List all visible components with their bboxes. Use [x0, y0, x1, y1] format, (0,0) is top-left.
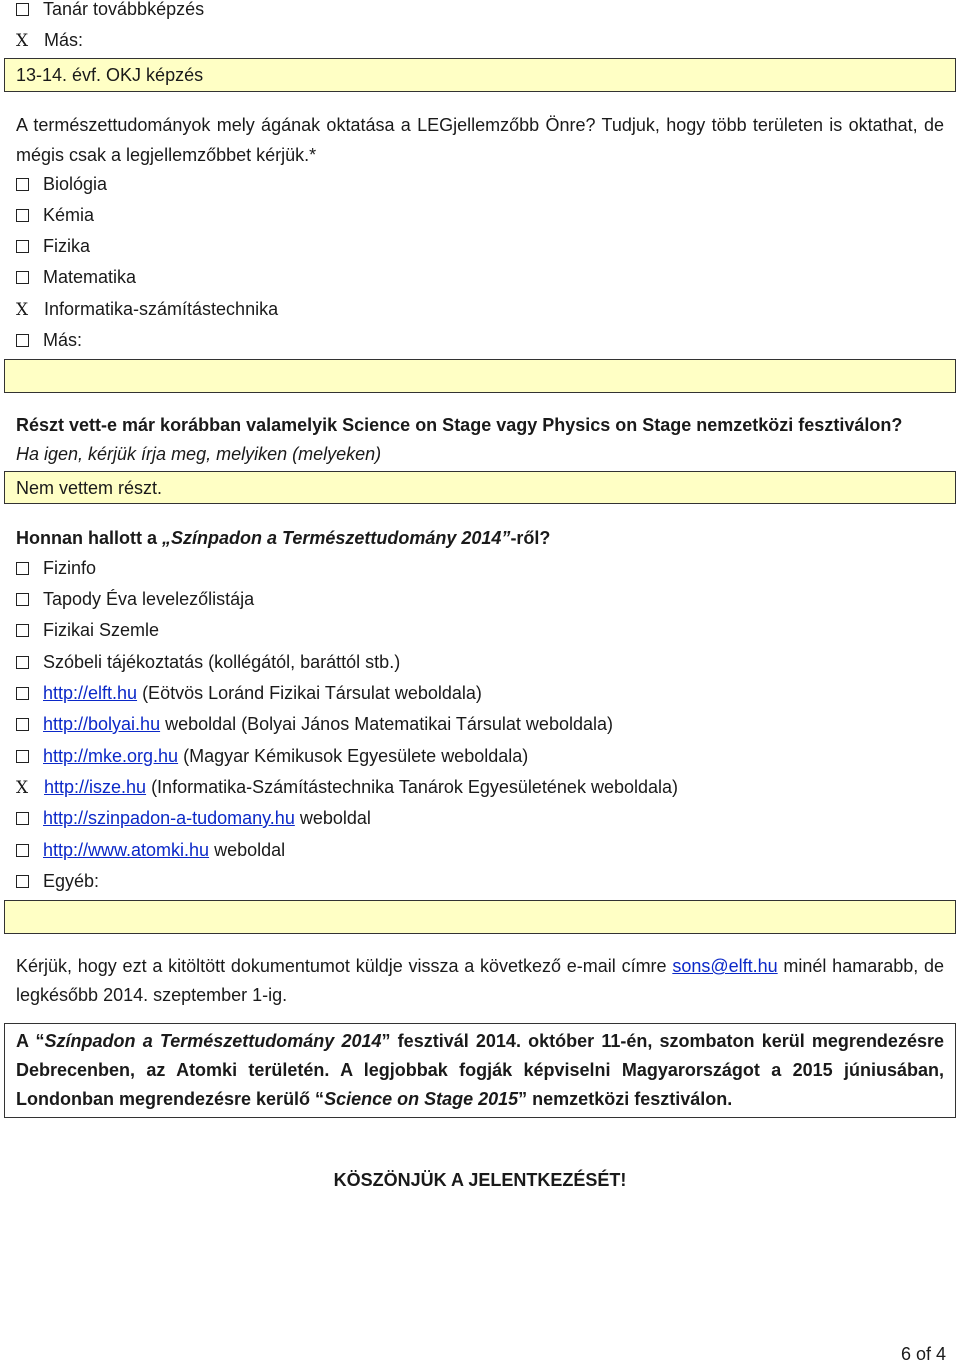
option-label: Informatika-számítástechnika: [44, 299, 279, 319]
checkbox-icon[interactable]: [16, 812, 29, 825]
checkbox-icon[interactable]: [16, 334, 29, 347]
source-question: [16, 524, 550, 552]
option-label: Kémia: [43, 205, 95, 225]
checkbox-icon[interactable]: [16, 271, 29, 284]
email-link[interactable]: sons@elft.hu: [672, 956, 778, 976]
source-word-of-mouth[interactable]: [16, 650, 400, 674]
answer-field-top[interactable]: 13-14. évf. OKJ képzés: [4, 58, 956, 92]
instructions-after: minél hamarabb, de legkésőbb 2014. szeptember 1-ig.: [16, 956, 945, 1005]
checkbox-icon[interactable]: [16, 687, 29, 700]
option-label: weboldal (Bolyai János Matematikai Társulat weboldala): [160, 714, 613, 734]
option-label: Más:: [44, 30, 84, 50]
source-question-suffix: -ről?: [510, 528, 551, 548]
checkbox-icon[interactable]: [16, 240, 29, 253]
notice-text-2: ” fesztivál 2014. október 11-én, szombaton kerül megrendezésre Debrecenben, az Atomki területén. A legjobbak fogják képviselni Magyarországot a 2015 júniusában, Londonban megrendezésre kerülő “: [16, 1031, 944, 1109]
checkbox-icon[interactable]: [16, 718, 29, 731]
option-label: Tanár továbbképzés: [43, 0, 205, 19]
option-other-science[interactable]: [16, 328, 82, 352]
checkbox-icon[interactable]: [16, 3, 29, 16]
option-label: Szóbeli tájékoztatás (kollégától, baráttól stb.): [43, 652, 401, 672]
source-mke[interactable]: [16, 744, 528, 768]
science-question: A természettudományok mely ágának oktatása a LEGjellemzőbb Önre? Tudjuk, hogy több területen is oktathat, de mégis csak a legjellemzőbbet kérjük.*: [16, 115, 944, 165]
option-informatics[interactable]: [16, 297, 278, 322]
mke-link[interactable]: http://mke.org.hu: [43, 746, 179, 766]
checkbox-icon[interactable]: [16, 562, 29, 575]
notice-text-3: ” nemzetközi fesztiválon.: [518, 1089, 733, 1109]
option-chemistry[interactable]: [16, 203, 94, 227]
notice-title-1: Színpadon a Természettudomány 2014: [44, 1031, 382, 1051]
option-mathematics[interactable]: [16, 265, 136, 289]
isze-link[interactable]: http://isze.hu: [44, 777, 147, 797]
bolyai-link[interactable]: http://bolyai.hu: [43, 714, 161, 734]
source-fizikai-szemle[interactable]: [16, 618, 159, 642]
option-other-top[interactable]: [16, 28, 83, 53]
instructions: [16, 952, 944, 1010]
option-label: Matematika: [43, 267, 137, 287]
option-teacher-training[interactable]: [16, 0, 204, 21]
option-label: (Magyar Kémikusok Egyesülete weboldala): [178, 746, 529, 766]
option-label: (Eötvös Loránd Fizikai Társulat weboldala): [137, 683, 482, 703]
checkbox-icon[interactable]: [16, 656, 29, 669]
answer-field-festival[interactable]: Nem vettem részt.: [4, 471, 956, 504]
checkbox-icon[interactable]: [16, 178, 29, 191]
option-label: Biológia: [43, 174, 108, 194]
source-tapody[interactable]: [16, 587, 254, 611]
option-label: weboldal: [294, 808, 371, 828]
checkbox-icon[interactable]: [16, 844, 29, 857]
answer-field-science-other[interactable]: [4, 359, 956, 393]
page-number: 6 of 4: [900, 1344, 946, 1364]
szinpadon-link[interactable]: http://szinpadon-a-tudomany.hu: [43, 808, 295, 828]
elft-link[interactable]: http://elft.hu: [43, 683, 138, 703]
option-label: weboldal: [209, 840, 286, 860]
option-label: Egyéb:: [43, 871, 100, 891]
source-other[interactable]: [16, 869, 99, 893]
checkbox-icon[interactable]: [16, 593, 29, 606]
source-elft[interactable]: [16, 681, 482, 705]
option-label: Más:: [43, 330, 83, 350]
checkbox-icon[interactable]: [16, 209, 29, 222]
x-mark-icon[interactable]: X: [16, 778, 29, 798]
notice-text-1: A “: [16, 1031, 45, 1051]
notice-title-2: Science on Stage 2015: [324, 1089, 519, 1109]
source-question-title: „Színpadon a Természettudomány 2014”: [162, 528, 511, 548]
x-mark-icon[interactable]: X: [16, 300, 29, 320]
checkbox-icon[interactable]: [16, 875, 29, 888]
option-biology[interactable]: [16, 172, 107, 196]
festival-notice: [4, 1023, 956, 1118]
option-label: Fizinfo: [43, 558, 97, 578]
option-physics[interactable]: [16, 234, 90, 258]
source-bolyai[interactable]: [16, 712, 613, 736]
checkbox-icon[interactable]: [16, 624, 29, 637]
source-fizinfo[interactable]: [16, 556, 96, 580]
checkbox-icon[interactable]: [16, 750, 29, 763]
thank-you-text: KÖSZÖNJÜK A JELENTKEZÉSÉT!: [333, 1170, 627, 1190]
instructions-before: Kérjük, hogy ezt a kitöltött dokumentumot küldje vissza a következő e-mail címre: [16, 956, 673, 976]
option-label: Fizika: [43, 236, 91, 256]
festival-hint: Ha igen, kérjük írja meg, melyiken (melyeken): [16, 444, 382, 464]
festival-question: Részt vett-e már korábban valamelyik Science on Stage vagy Physics on Stage nemzetközi fesztiválon?: [16, 415, 903, 435]
option-label: (Informatika-Számítástechnika Tanárok Egyesületének weboldala): [146, 777, 679, 797]
option-label: Tapody Éva levelezőlistája: [43, 589, 255, 609]
source-question-prefix: Honnan hallott a: [16, 528, 162, 548]
option-label: Fizikai Szemle: [43, 620, 160, 640]
x-mark-icon[interactable]: X: [16, 31, 29, 51]
source-szinpadon[interactable]: [16, 806, 371, 830]
source-isze[interactable]: [16, 775, 678, 800]
source-atomki[interactable]: [16, 838, 285, 862]
atomki-link[interactable]: http://www.atomki.hu: [43, 840, 210, 860]
answer-field-source-other[interactable]: [4, 900, 956, 934]
